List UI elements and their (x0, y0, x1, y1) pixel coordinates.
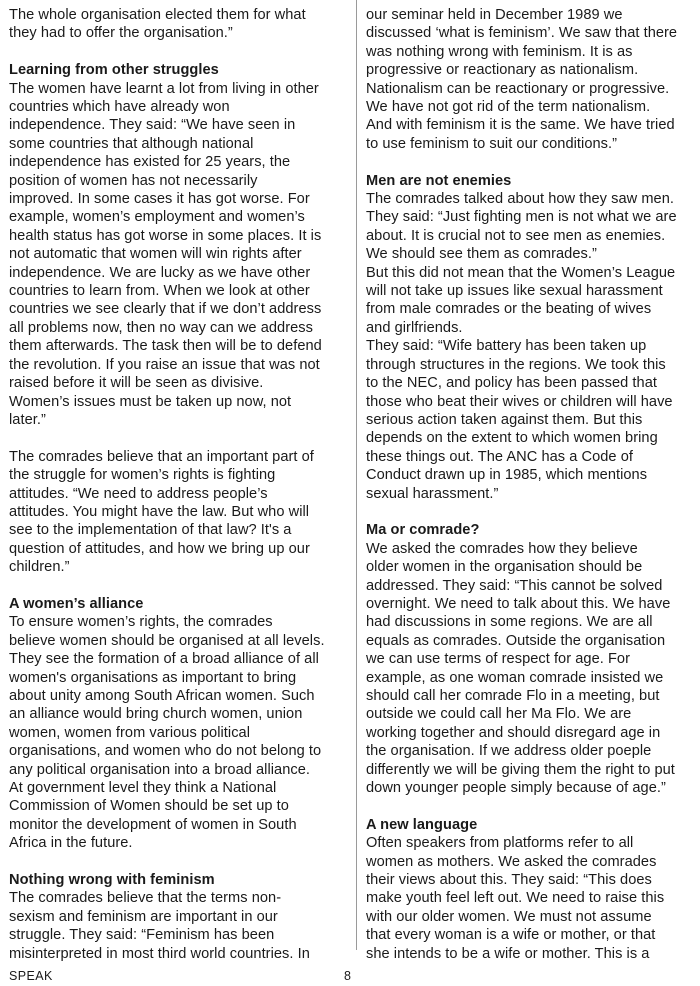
section-womens-alliance (9, 595, 347, 853)
paragraph-block (366, 6, 696, 153)
section-men-are-not-enemies (366, 172, 696, 503)
section-heading: A women’s alliance (9, 595, 144, 612)
paragraph-block (9, 448, 347, 577)
publication-name: SPEAK (9, 969, 53, 983)
section-learning-from-other-struggles (9, 61, 347, 429)
paragraph-text: The comrades believe that an important part of the struggle for women’s rights is fighting attitudes. “We need to address people’s attitudes. You might have the law. But who will see to the implementation of that law? It's a question of attitudes, and how we bring up our children.” (9, 448, 314, 576)
left-column (9, 6, 347, 963)
paragraph-text: The comrades believe that the terms non- sexism and feminism are important in our struggle. They said: “Feminism has been misinterpreted in most third world countries. In (9, 890, 310, 962)
section-ma-or-comrade (366, 521, 696, 797)
section-heading: Learning from other struggles (9, 62, 219, 79)
section-heading: Nothing wrong with feminism (9, 872, 215, 889)
section-heading: A new language (366, 816, 478, 833)
section-nothing-wrong-with-feminism (9, 871, 347, 963)
paragraph-block (9, 6, 347, 43)
right-column (366, 6, 696, 963)
paragraph-text: The women have learnt a lot from living in other countries which have already won independence. They said: “We have seen in some countries that although national independence has existed for 25 years, the position of women has not necessarily improved. In some cases it has got worse. For example, women’s employment and women’s health status has got worse in some places. It is not automatic that women will win rights after independence. We are lucky as we have other countries to learn from. When we look at other countries we see clearly that if we don’t address all problems now, then no way can we address them afterwards. The task then will be to defend the revolution. If you raise an issue that was not raised before it will be seen as divisive. Women’s issues must be taken up now, not later.” (9, 80, 322, 428)
paragraph-text: To ensure women’s rights, the comrades believe women should be organised at all levels. They see the formation of a broad alliance of all women's organisations as important to bring about unity among South African women. Such an alliance would bring church women, union women, women from various political organisations, and women who do not belong to any political organisation into a broad alliance. At government level they think a National Commission of Women should be set up to monitor the development of women in South Africa in the future. (9, 614, 325, 852)
section-heading: Men are not enemies (366, 172, 512, 189)
paragraph-text: The comrades talked about how they saw men. They said: “Just fighting men is not what we are about. It is crucial not to see men as enemies. We should see them as comrades.” But this did not mean that the Women’s League will not take up issues like sexual harassment from male comrades or the beating of wives and girlfriends. They said: “Wife battery has been taken up through structures in the regions. We took this to the NEC, and policy has been passed that those who beat their wives or children will have serious action taken against them. But this depends on the extent to which women bring these things out. The ANC has a Code of Conduct drawn up in 1985, which mentions sexual harassment.” (366, 191, 677, 502)
paragraph-text: The whole organisation elected them for what they had to offer the organisation.” (9, 7, 306, 42)
column-divider (356, 0, 357, 950)
section-heading: Ma or comrade? (366, 522, 480, 539)
page-number: 8 (344, 969, 351, 983)
paragraph-text: our seminar held in December 1989 we discussed ‘what is feminism’. We saw that there was nothing wrong with feminism. It is as progressive or reactionary as nationalism. Nationalism can be reactionary or progressive. We have not got rid of the term nationalism. And with feminism it is the same. We have tried to use feminism to suit our conditions.” (366, 7, 678, 152)
paragraph-text: Often speakers from platforms refer to all women as mothers. We asked the comrades their views about this. They said: “This does make youth feel left out. We need to raise this with our older women. We must not assume that every woman is a wife or mother, or that she intends to be a wife or mother. This is a (366, 835, 665, 962)
section-a-new-language (366, 816, 696, 963)
paragraph-text: We asked the comrades how they believe older women in the organisation should be addressed. They said: “This cannot be solved overnight. We need to talk about this. We have had discussions in some regions. We are all equals as comrades. Outside the organisation we can use terms of respect for age. For example, as one woman comrade insisted we should call her comrade Flo in a meeting, but outside we could call her Ma Flo. We are working together and should disregard age in the organisation. If we address older poeple differently we will be giving them the right to put down younger people simply because of age.” (366, 540, 675, 797)
